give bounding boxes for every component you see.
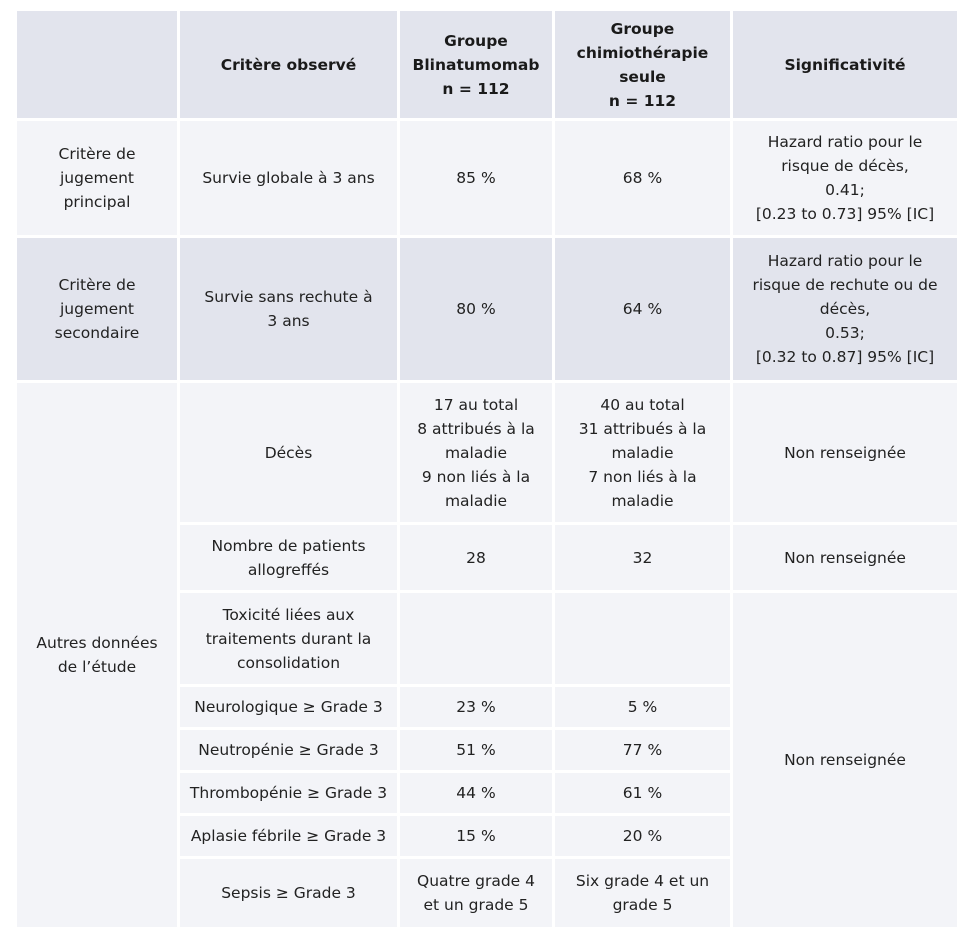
category-primary: Critère de jugement principal xyxy=(17,121,177,235)
header-significance: Significativité xyxy=(733,11,957,118)
chemo-febrile-aplasia: 20 % xyxy=(555,816,730,856)
table-row-primary xyxy=(17,121,957,235)
blina-thrombopenia: 44 % xyxy=(400,773,552,813)
significance-primary: Hazard ratio pour le risque de décès, 0.41; [0.23 to 0.73] 95% [IC] xyxy=(733,121,957,235)
criterion-allografts: Nombre de patients allogreffés xyxy=(180,525,397,590)
criterion-thrombopenia: Thrombopénie ≥ Grade 3 xyxy=(180,773,397,813)
chemo-relapse-free-survival: 64 % xyxy=(555,238,730,380)
chemo-neurologic: 5 % xyxy=(555,687,730,727)
significance-secondary: Hazard ratio pour le risque de rechute ou de décès, 0.53; [0.32 to 0.87] 95% [IC] xyxy=(733,238,957,380)
blina-overall-survival: 85 % xyxy=(400,121,552,235)
header-row xyxy=(17,11,957,118)
blina-sepsis: Quatre grade 4 et un grade 5 xyxy=(400,859,552,927)
significance-toxicity: Non renseignée xyxy=(733,593,957,927)
chemo-deaths: 40 au total 31 attribués à la maladie 7 non liés à la maladie xyxy=(555,383,730,522)
header-blinatumomab: Groupe Blinatumomab n = 112 xyxy=(400,11,552,118)
results-table xyxy=(14,8,960,930)
chemo-allografts: 32 xyxy=(555,525,730,590)
blina-relapse-free-survival: 80 % xyxy=(400,238,552,380)
category-secondary: Critère de jugement secondaire xyxy=(17,238,177,380)
blina-neutropenia: 51 % xyxy=(400,730,552,770)
criterion-neurologic: Neurologique ≥ Grade 3 xyxy=(180,687,397,727)
criterion-deaths: Décès xyxy=(180,383,397,522)
table-row-secondary xyxy=(17,238,957,380)
significance-allografts: Non renseignée xyxy=(733,525,957,590)
criterion-toxicity-heading: Toxicité liées aux traitements durant la consolidation xyxy=(180,593,397,684)
blina-allografts: 28 xyxy=(400,525,552,590)
category-other: Autres données de l’étude xyxy=(17,383,177,927)
chemo-neutropenia: 77 % xyxy=(555,730,730,770)
header-criterion: Critère observé xyxy=(180,11,397,118)
criterion-neutropenia: Neutropénie ≥ Grade 3 xyxy=(180,730,397,770)
header-chemotherapy: Groupe chimiothérapie seule n = 112 xyxy=(555,11,730,118)
blina-toxicity-heading xyxy=(400,593,552,684)
chemo-overall-survival: 68 % xyxy=(555,121,730,235)
blina-febrile-aplasia: 15 % xyxy=(400,816,552,856)
criterion-sepsis: Sepsis ≥ Grade 3 xyxy=(180,859,397,927)
criterion-relapse-free-survival: Survie sans rechute à 3 ans xyxy=(180,238,397,380)
criterion-overall-survival: Survie globale à 3 ans xyxy=(180,121,397,235)
blina-neurologic: 23 % xyxy=(400,687,552,727)
chemo-sepsis: Six grade 4 et un grade 5 xyxy=(555,859,730,927)
chemo-thrombopenia: 61 % xyxy=(555,773,730,813)
significance-deaths: Non renseignée xyxy=(733,383,957,522)
chemo-toxicity-heading xyxy=(555,593,730,684)
table-row-deaths xyxy=(17,383,957,522)
blina-deaths: 17 au total 8 attribués à la maladie 9 non liés à la maladie xyxy=(400,383,552,522)
criterion-febrile-aplasia: Aplasie fébrile ≥ Grade 3 xyxy=(180,816,397,856)
header-empty xyxy=(17,11,177,118)
